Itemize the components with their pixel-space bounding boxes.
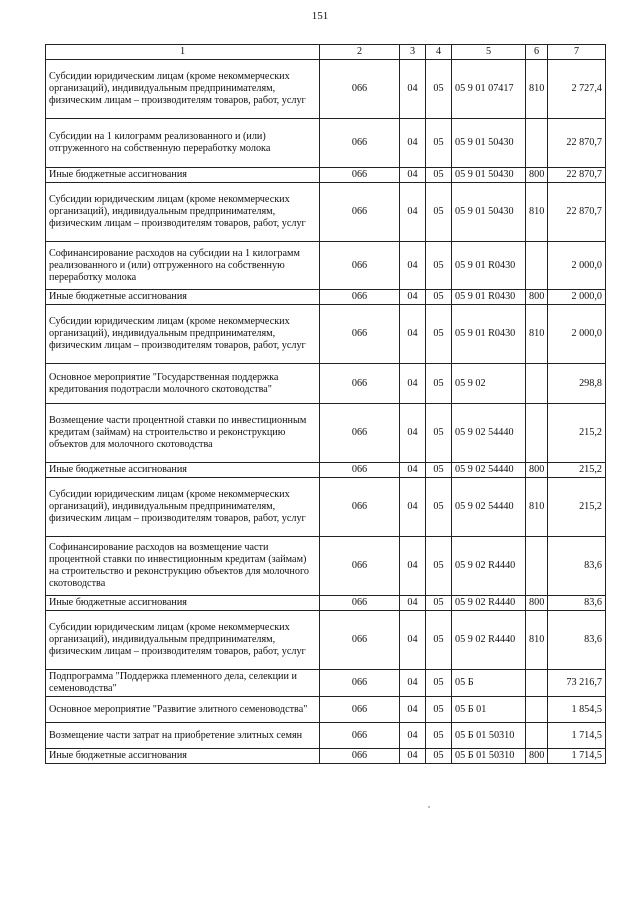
expense-type-cell: 810 [526,60,548,119]
grbs-code-cell: 066 [320,364,400,404]
table-row [46,749,606,764]
expense-type-cell: 800 [526,463,548,478]
header-cell: 5 [452,45,526,60]
expense-name-cell: Возмещение части процентной ставки по инвестиционным кредитам (займам) на строительство и реконструкцию объектов для молочного скотоводства [46,404,320,463]
table-row [46,364,606,404]
subsection-code-cell: 05 [426,537,452,596]
table-row [46,305,606,364]
expense-type-cell: 810 [526,478,548,537]
expense-name-cell: Софинансирование расходов на возмещение части процентной ставки по инвестиционным кредитам (займам) на строительство и реконструкцию объектов для молочного скотоводства [46,537,320,596]
expense-type-cell [526,364,548,404]
grbs-code-cell: 066 [320,697,400,723]
section-code-cell: 04 [400,537,426,596]
subsection-code-cell: 05 [426,305,452,364]
grbs-code-cell: 066 [320,670,400,697]
expense-name-cell: Иные бюджетные ассигнования [46,463,320,478]
expense-type-cell [526,723,548,749]
table-row [46,404,606,463]
table-row [46,537,606,596]
target-article-cell: 05 9 02 54440 [452,463,526,478]
expense-type-cell: 800 [526,290,548,305]
grbs-code-cell: 066 [320,290,400,305]
subsection-code-cell: 05 [426,404,452,463]
section-code-cell: 04 [400,611,426,670]
target-article-cell: 05 9 01 R0430 [452,290,526,305]
table-row [46,463,606,478]
expense-name-cell: Основное мероприятие "Развитие элитного семеноводства" [46,697,320,723]
section-code-cell: 04 [400,60,426,119]
amount-cell: 83,6 [548,596,606,611]
table-row [46,611,606,670]
table-row [46,478,606,537]
table-row [46,723,606,749]
amount-cell: 83,6 [548,537,606,596]
amount-cell: 22 870,7 [548,119,606,168]
section-code-cell: 04 [400,697,426,723]
target-article-cell: 05 Б [452,670,526,697]
target-article-cell: 05 9 02 54440 [452,478,526,537]
expense-name-cell: Иные бюджетные ассигнования [46,290,320,305]
target-article-cell: 05 9 01 R0430 [452,242,526,290]
target-article-cell: 05 9 02 R4440 [452,596,526,611]
section-code-cell: 04 [400,168,426,183]
section-code-cell: 04 [400,364,426,404]
grbs-code-cell: 066 [320,596,400,611]
expense-name-cell: Подпрограмма "Поддержка племенного дела, селекции и семеноводства" [46,670,320,697]
expense-type-cell [526,537,548,596]
table-row [46,183,606,242]
section-code-cell: 04 [400,478,426,537]
grbs-code-cell: 066 [320,611,400,670]
expense-type-cell: 800 [526,596,548,611]
header-cell: 2 [320,45,400,60]
grbs-code-cell: 066 [320,749,400,764]
amount-cell: 2 000,0 [548,242,606,290]
expense-name-cell: Субсидии юридическим лицам (кроме некоммерческих организаций), индивидуальным предпринимателям, физическим лицам – производителям товаров, работ, услуг [46,60,320,119]
subsection-code-cell: 05 [426,611,452,670]
grbs-code-cell: 066 [320,463,400,478]
table-row [46,168,606,183]
header-cell: 6 [526,45,548,60]
expense-name-cell: Иные бюджетные ассигнования [46,749,320,764]
subsection-code-cell: 05 [426,183,452,242]
expense-name-cell: Возмещение части затрат на приобретение элитных семян [46,723,320,749]
expense-type-cell [526,119,548,168]
target-article-cell: 05 9 02 [452,364,526,404]
target-article-cell: 05 9 01 50430 [452,119,526,168]
grbs-code-cell: 066 [320,305,400,364]
target-article-cell: 05 9 01 R0430 [452,305,526,364]
header-cell: 1 [46,45,320,60]
subsection-code-cell: 05 [426,60,452,119]
section-code-cell: 04 [400,119,426,168]
expense-name-cell: Иные бюджетные ассигнования [46,168,320,183]
expense-type-cell: 810 [526,183,548,242]
expense-type-cell: 800 [526,168,548,183]
amount-cell: 215,2 [548,478,606,537]
section-code-cell: 04 [400,670,426,697]
target-article-cell: 05 9 01 50430 [452,183,526,242]
expense-name-cell: Основное мероприятие "Государственная поддержка кредитования подотрасли молочного скотоводства" [46,364,320,404]
subsection-code-cell: 05 [426,670,452,697]
subsection-code-cell: 05 [426,168,452,183]
section-code-cell: 04 [400,723,426,749]
table-row [46,697,606,723]
expense-type-cell [526,404,548,463]
target-article-cell: 05 Б 01 50310 [452,749,526,764]
section-code-cell: 04 [400,242,426,290]
page-number: 151 [311,10,329,22]
section-code-cell: 04 [400,749,426,764]
subsection-code-cell: 05 [426,242,452,290]
scan-speck [428,806,430,808]
expense-name-cell: Субсидии юридическим лицам (кроме некоммерческих организаций), индивидуальным предпринимателям, физическим лицам – производителям товаров, работ, услуг [46,611,320,670]
expense-name-cell: Субсидии юридическим лицам (кроме некоммерческих организаций), индивидуальным предпринимателям, физическим лицам – производителям товаров, работ, услуг [46,478,320,537]
subsection-code-cell: 05 [426,463,452,478]
expense-name-cell: Иные бюджетные ассигнования [46,596,320,611]
subsection-code-cell: 05 [426,596,452,611]
section-code-cell: 04 [400,596,426,611]
expense-type-cell: 810 [526,611,548,670]
amount-cell: 73 216,7 [548,670,606,697]
amount-cell: 298,8 [548,364,606,404]
expense-name-cell: Субсидии на 1 килограмм реализованного и (или) отгруженного на собственную переработку молока [46,119,320,168]
amount-cell: 1 714,5 [548,749,606,764]
expense-type-cell [526,697,548,723]
subsection-code-cell: 05 [426,723,452,749]
section-code-cell: 04 [400,404,426,463]
expense-name-cell: Субсидии юридическим лицам (кроме некоммерческих организаций), индивидуальным предпринимателям, физическим лицам – производителям товаров, работ, услуг [46,305,320,364]
subsection-code-cell: 05 [426,290,452,305]
amount-cell: 2 727,4 [548,60,606,119]
subsection-code-cell: 05 [426,697,452,723]
target-article-cell: 05 Б 01 50310 [452,723,526,749]
grbs-code-cell: 066 [320,723,400,749]
amount-cell: 22 870,7 [548,183,606,242]
header-cell: 4 [426,45,452,60]
grbs-code-cell: 066 [320,537,400,596]
table-row [46,119,606,168]
grbs-code-cell: 066 [320,60,400,119]
amount-cell: 2 000,0 [548,290,606,305]
table-row [46,290,606,305]
target-article-cell: 05 9 01 07417 [452,60,526,119]
expense-name-cell: Субсидии юридическим лицам (кроме некоммерческих организаций), индивидуальным предпринимателям, физическим лицам – производителям товаров, работ, услуг [46,183,320,242]
table-row [46,670,606,697]
expense-type-cell: 810 [526,305,548,364]
grbs-code-cell: 066 [320,404,400,463]
table-row [46,596,606,611]
budget-table [45,44,606,764]
amount-cell: 215,2 [548,404,606,463]
target-article-cell: 05 9 01 50430 [452,168,526,183]
expense-type-cell [526,242,548,290]
grbs-code-cell: 066 [320,242,400,290]
grbs-code-cell: 066 [320,168,400,183]
table-header-row [46,45,606,60]
header-cell: 7 [548,45,606,60]
expense-type-cell [526,670,548,697]
table-row [46,60,606,119]
table-row [46,242,606,290]
subsection-code-cell: 05 [426,119,452,168]
amount-cell: 2 000,0 [548,305,606,364]
section-code-cell: 04 [400,290,426,305]
amount-cell: 22 870,7 [548,168,606,183]
amount-cell: 1 714,5 [548,723,606,749]
grbs-code-cell: 066 [320,478,400,537]
target-article-cell: 05 9 02 54440 [452,404,526,463]
section-code-cell: 04 [400,305,426,364]
grbs-code-cell: 066 [320,183,400,242]
target-article-cell: 05 9 02 R4440 [452,537,526,596]
expense-name-cell: Софинансирование расходов на субсидии на 1 килограмм реализованного и (или) отгруженного на собственную переработку молока [46,242,320,290]
target-article-cell: 05 Б 01 [452,697,526,723]
section-code-cell: 04 [400,463,426,478]
expense-type-cell: 800 [526,749,548,764]
grbs-code-cell: 066 [320,119,400,168]
subsection-code-cell: 05 [426,478,452,537]
subsection-code-cell: 05 [426,749,452,764]
header-cell: 3 [400,45,426,60]
target-article-cell: 05 9 02 R4440 [452,611,526,670]
amount-cell: 83,6 [548,611,606,670]
subsection-code-cell: 05 [426,364,452,404]
section-code-cell: 04 [400,183,426,242]
amount-cell: 215,2 [548,463,606,478]
amount-cell: 1 854,5 [548,697,606,723]
